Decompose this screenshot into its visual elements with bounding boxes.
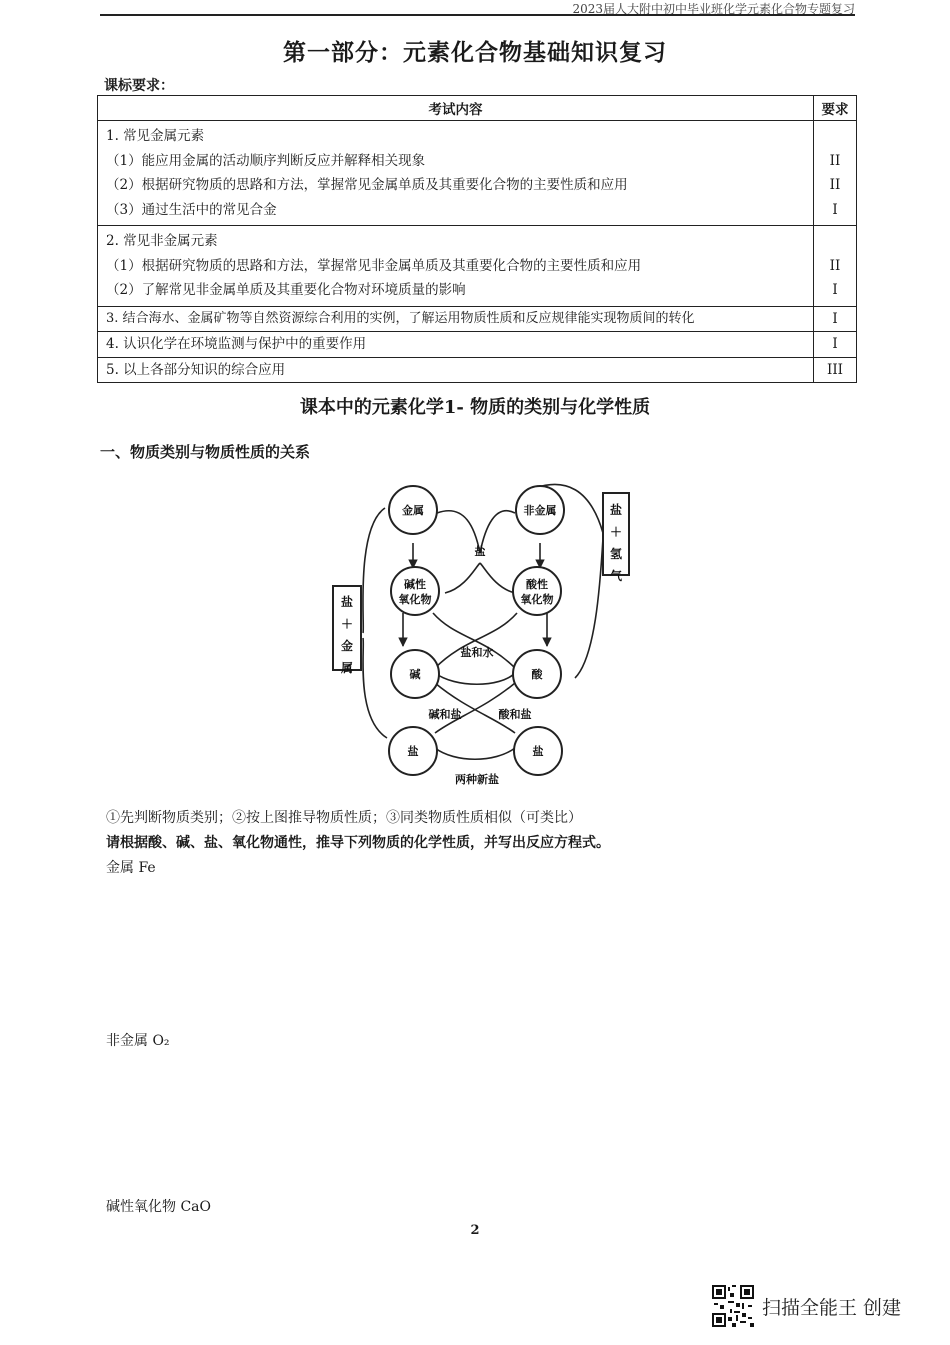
table-line: 4. 认识化学在环境监测与保护中的重要作用	[106, 336, 367, 352]
metal-to-leftbox-line	[363, 508, 385, 633]
table-row	[98, 332, 857, 358]
table-line: 1. 常见金属元素	[106, 128, 205, 144]
table-level: II	[829, 177, 841, 193]
header-rule	[100, 14, 855, 16]
salt-water-label: 盐和水	[460, 646, 494, 659]
table-row	[98, 306, 857, 332]
scanner-watermark	[712, 1285, 901, 1327]
center-salt-label: 盐	[474, 545, 486, 558]
table-line: 5. 以上各部分知识的综合应用	[106, 361, 286, 378]
salt-left-label: 盐	[407, 745, 419, 758]
base-label: 碱	[409, 668, 421, 681]
requirements-label: 课标要求：	[104, 78, 174, 94]
table-row	[98, 357, 857, 383]
requirements-table	[97, 95, 857, 383]
table-row	[98, 121, 857, 226]
salt-salt-line	[435, 748, 515, 759]
basic-oxide-node	[391, 567, 439, 615]
table-line: 3. 结合海水、金属矿物等自然资源综合利用的实例，了解运用物质性质和反应规律能实现物质间的转化	[106, 310, 695, 326]
acid-salt-label: 酸和盐	[498, 708, 532, 721]
table-header-level: 要求	[814, 96, 857, 121]
table-level: II	[829, 152, 841, 169]
left-box-label: 盐＋金属	[340, 595, 354, 675]
table-level	[814, 229, 856, 254]
acidic-oxide-node	[513, 567, 561, 615]
question-basic-oxide-cao: 碱性氧化物 CaO	[106, 1199, 211, 1215]
page-number: 2	[470, 1223, 480, 1238]
table-line: （2）了解常见非金属单质及其重要化合物对环境质量的影响	[106, 282, 466, 298]
basic-oxide-label-1: 碱性	[404, 578, 426, 591]
table-level: I	[832, 282, 838, 298]
table-level: I	[832, 201, 838, 218]
running-header: 2023届人大附中初中毕业班化学元素化合物专题复习	[572, 2, 855, 16]
table-line: （1）根据研究物质的思路和方法，掌握常见非金属单质及其重要化合物的主要性质和应用	[106, 257, 642, 274]
acidicoxide-to-salt-line	[480, 563, 515, 593]
page-title: 第一部分：元素化合物基础知识复习	[283, 39, 667, 66]
base-salt-label: 碱和盐	[428, 708, 462, 721]
watermark-text: 扫描全能王 创建	[762, 1296, 902, 1319]
acid-label: 酸	[531, 668, 543, 681]
salt-right-label: 盐	[532, 745, 544, 758]
table-line: （2）根据研究物质的思路和方法，掌握常见金属单质及其重要化合物的主要性质和应用	[106, 177, 628, 193]
question-metal-fe: 金属 Fe	[106, 860, 156, 876]
table-header-row	[98, 96, 857, 121]
basicoxide-to-salt-line	[445, 563, 480, 593]
table-level: II	[829, 257, 841, 274]
table-header-content: 考试内容	[98, 96, 814, 121]
two-new-salts-label: 两种新盐	[455, 773, 499, 786]
acid-to-rightbox-line	[575, 538, 603, 678]
base-acid-line	[435, 673, 515, 684]
sub-heading: 一、物质类别与物质性质的关系	[100, 443, 311, 461]
method-tip: ①先判断物质类别；②按上图推导物质性质；③同类物质性质相似（可类比）	[106, 810, 582, 826]
table-level: I	[832, 336, 838, 352]
table-line: （1）能应用金属的活动顺序判断反应并解释相关现象	[106, 152, 426, 169]
right-box-label: 盐＋氢气	[609, 503, 623, 583]
section-title: 课本中的元素化学1- 物质的类别与化学性质	[299, 397, 651, 418]
metal-label: 金属	[402, 504, 424, 517]
table-row	[98, 226, 857, 307]
table-level	[814, 124, 856, 149]
acidic-oxide-label-2: 氧化物	[520, 593, 554, 606]
salt-to-leftbox-line	[363, 638, 387, 738]
nonmetal-label: 非金属	[523, 504, 557, 517]
qr-code-icon	[712, 1285, 754, 1327]
table-line: 2. 常见非金属元素	[106, 233, 218, 249]
table-level: I	[832, 310, 838, 327]
notes-block	[106, 806, 610, 881]
table-line: （3）通过生活中的常见合金	[106, 201, 277, 218]
basic-oxide-label-2: 氧化物	[398, 593, 432, 606]
table-level: III	[827, 361, 843, 378]
substance-relation-diagram	[325, 468, 645, 793]
acidic-oxide-label-1: 酸性	[526, 578, 548, 591]
question-nonmetal-o2: 非金属 O₂	[106, 1033, 170, 1049]
instruction-text: 请根据酸、碱、盐、氧化物通性，推导下列物质的化学性质，并写出反应方程式。	[106, 835, 610, 851]
